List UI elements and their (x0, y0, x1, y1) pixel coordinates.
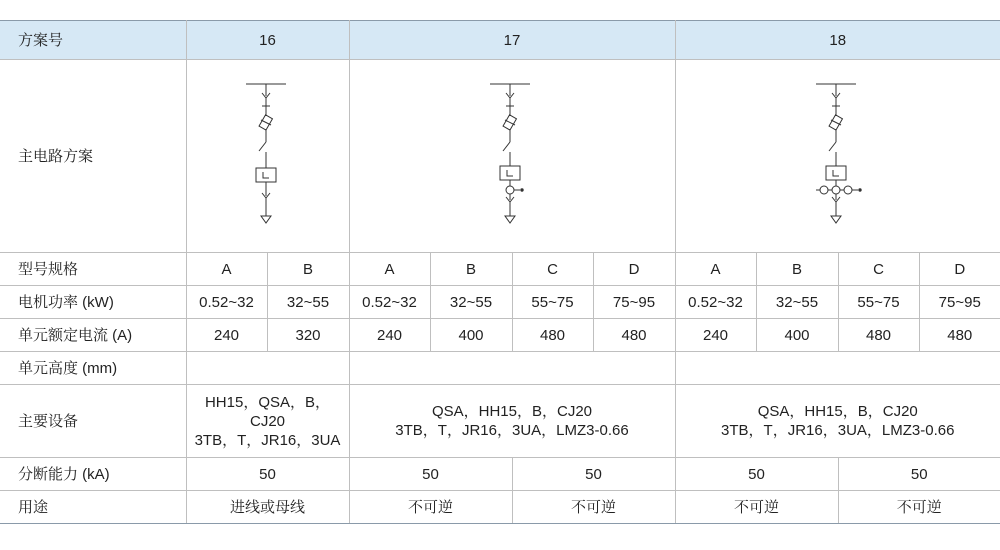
current-cell: 320 (267, 319, 349, 352)
power-cell: 32~55 (267, 286, 349, 319)
power-cell: 32~55 (430, 286, 512, 319)
equipment-line: QSA，HH15，B，CJ20 (757, 403, 918, 420)
height-label: 单元高度 (mm) (0, 352, 186, 385)
equipment-label: 主要设备 (0, 385, 186, 458)
equipment-row (0, 385, 1000, 458)
power-cell: 75~95 (919, 286, 1000, 319)
usage-cell: 不可逆 (512, 491, 675, 524)
current-cell: 480 (919, 319, 1000, 352)
equipment-line: 3TB，T，JR16，3UA (194, 431, 341, 449)
power-cell: 32~55 (756, 286, 838, 319)
usage-cell: 进线或母线 (186, 491, 349, 524)
equipment-line: HH15，QSA，B， (204, 393, 331, 411)
scheme-17-equipment (349, 385, 675, 458)
equipment-line: 3TB，T，JR16，3UA，LMZ3-0.66 (395, 422, 629, 439)
circuit-row (0, 60, 1000, 253)
model-cell: B (756, 253, 838, 286)
power-row (0, 286, 1000, 319)
usage-cell: 不可逆 (349, 491, 512, 524)
model-cell: D (593, 253, 675, 286)
power-cell: 0.52~32 (349, 286, 430, 319)
current-cell: 240 (349, 319, 430, 352)
breaking-cell: 50 (512, 458, 675, 491)
model-cell: A (349, 253, 430, 286)
current-cell: 240 (675, 319, 756, 352)
power-label: 电机功率 (kW) (0, 286, 186, 319)
scheme-16-header: 16 (186, 21, 349, 60)
usage-cell: 不可逆 (838, 491, 1000, 524)
model-cell: C (512, 253, 593, 286)
height-cell (675, 352, 1000, 385)
current-cell: 400 (430, 319, 512, 352)
model-cell: B (267, 253, 349, 286)
scheme-16-circuit-diagram (186, 60, 349, 253)
current-cell: 400 (756, 319, 838, 352)
breaking-cell: 50 (349, 458, 512, 491)
breaking-cell: 50 (838, 458, 1000, 491)
height-row (0, 352, 1000, 385)
usage-cell: 不可逆 (675, 491, 838, 524)
power-cell: 55~75 (838, 286, 919, 319)
usage-label: 用途 (0, 491, 186, 524)
model-cell: C (838, 253, 919, 286)
current-row (0, 319, 1000, 352)
model-cell: A (675, 253, 756, 286)
power-cell: 0.52~32 (675, 286, 756, 319)
current-label: 单元额定电流 (A) (0, 319, 186, 352)
model-cell: B (430, 253, 512, 286)
current-cell: 240 (186, 319, 267, 352)
scheme-17-circuit-diagram (349, 60, 675, 253)
power-cell: 75~95 (593, 286, 675, 319)
equipment-line: 3TB，T，JR16，3UA，LMZ3-0.66 (721, 422, 955, 439)
breaking-cell: 50 (675, 458, 838, 491)
model-cell: A (186, 253, 267, 286)
breaking-label: 分断能力 (kA) (0, 458, 186, 491)
scheme-spec-table (0, 20, 1000, 524)
breaking-cell: 50 (186, 458, 349, 491)
header-label: 方案号 (0, 21, 186, 60)
scheme-18-circuit-diagram (675, 60, 1000, 253)
usage-row (0, 491, 1000, 524)
current-cell: 480 (593, 319, 675, 352)
model-cell: D (919, 253, 1000, 286)
height-cell (186, 352, 349, 385)
header-row (0, 21, 1000, 60)
scheme-17-header: 17 (349, 21, 675, 60)
scheme-18-equipment (675, 385, 1000, 458)
breaking-row (0, 458, 1000, 491)
equipment-line: QSA，HH15，B，CJ20 (431, 403, 593, 420)
model-label: 型号规格 (0, 253, 186, 286)
power-cell: 55~75 (512, 286, 593, 319)
power-cell: 0.52~32 (186, 286, 267, 319)
scheme-16-equipment (186, 385, 349, 458)
current-cell: 480 (838, 319, 919, 352)
scheme-18-header: 18 (675, 21, 1000, 60)
current-cell: 480 (512, 319, 593, 352)
equipment-line: CJ20 (249, 412, 286, 430)
height-cell (349, 352, 675, 385)
model-row (0, 253, 1000, 286)
circuit-label: 主电路方案 (0, 60, 186, 253)
